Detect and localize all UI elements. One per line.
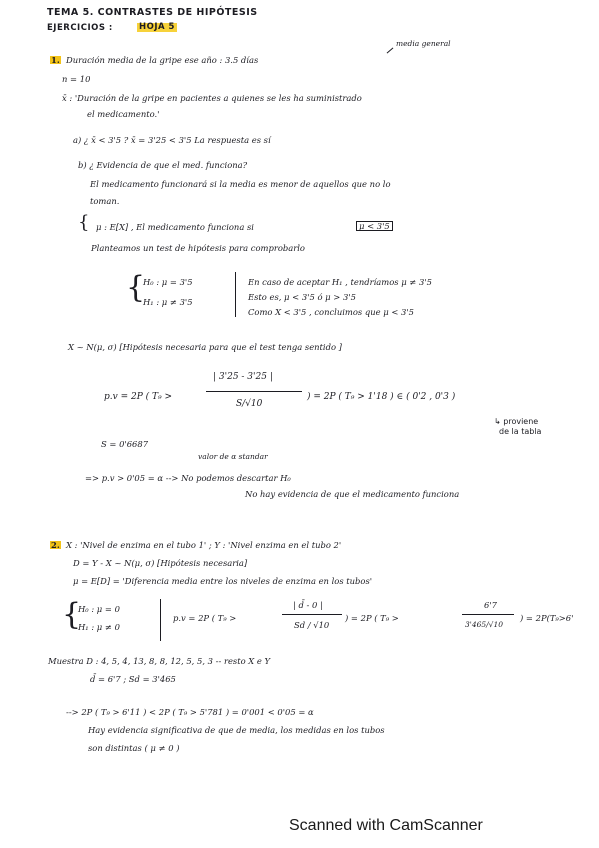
part-b: b) ¿ Evidencia de que el med. funciona?: [78, 160, 248, 170]
side-note-2: Esto es, μ < 3'5 ó μ > 3'5: [248, 292, 356, 302]
page-title: TEMA 5. CONTRASTES DE HIPÓTESIS: [47, 7, 258, 18]
pvalue-numerator: | 3'25 - 3'25 |: [213, 372, 273, 382]
side-note-3: Como X < 3'5 , concluimos que μ < 3'5: [248, 307, 414, 317]
pvalue2-numerator-2: 6'7: [484, 600, 497, 610]
annotation-media-general: media general: [396, 39, 451, 48]
pvalue-right: ) = 2P ( T₉ > 1'18 ) ∈ ( 0'2 , 0'3 ): [307, 392, 456, 402]
arrow-line: [387, 48, 394, 54]
enzyme-definitions: X : 'Nivel de enzima en el tubo 1' ; Y : 'Nivel enzima en el tubo 2': [66, 540, 342, 550]
h0-ex1: H₀ : μ = 3'5: [143, 277, 193, 287]
side-note-1: En caso de aceptar H₁ , tendríamos μ ≠ 3'5: [248, 277, 432, 287]
pvalue2-denominator-2: 3'465/√10: [465, 620, 503, 629]
alpha-note: valor de α standar: [198, 452, 268, 461]
mu-boxed: μ < 3'5: [356, 221, 393, 231]
distribution-line: X ~ N(μ, σ) [Hipótesis necesaria para que el test tenga sentido ]: [68, 342, 342, 352]
result-2: --> 2P ( T₉ > 6'11 ) < 2P ( T₉ > 5'781 ) = 0'001 < 0'05 = α: [66, 707, 314, 717]
xbar-definition-cont: el medicamento.': [87, 109, 160, 119]
brace-mark: {: [78, 212, 90, 233]
sample-d: Muestra D : 4, 5, 4, 13, 8, 8, 12, 5, 5, 3 -- resto X e Y: [48, 656, 271, 666]
pvalue2-right: ) = 2P(T₉>6': [520, 613, 574, 623]
proviene-note: ↳ proviene: [494, 417, 539, 426]
fraction-bar: [206, 391, 302, 392]
exercise-1-number: 1.: [51, 55, 60, 65]
exercises-label: EJERCICIOS :: [47, 23, 113, 33]
pvalue2-left: p.v = 2P ( T₉ >: [173, 613, 237, 623]
hypothesis-brace: {: [126, 270, 146, 305]
planteamos: Planteamos un test de hipótesis para comprobarlo: [91, 243, 305, 253]
part-b-expl-cont: toman.: [90, 196, 120, 206]
s-value: S = 0'6687: [101, 439, 149, 449]
pvalue2-numerator: | d̄ - 0 |: [293, 600, 323, 610]
h1-ex2: H₁ : μ ≠ 0: [78, 622, 120, 632]
part-b-expl: El medicamento funcionará si la media es menor de aquellos que no lo: [90, 179, 391, 189]
fraction-bar-3: [462, 614, 514, 615]
pvalue-left: p.v = 2P ( T₉ >: [104, 392, 172, 402]
divider: [235, 272, 236, 317]
evidence-2: son distintas ( μ ≠ 0 ): [88, 743, 180, 753]
sample-size: n = 10: [62, 74, 91, 84]
xbar-definition: x̄ : 'Duración de la gripe en pacientes a quienes se les ha suministrado: [62, 93, 362, 103]
pvalue2-mid: ) = 2P ( T₉ >: [345, 613, 399, 623]
dbar-sd: d̄ = 6'7 ; Sd = 3'465: [90, 674, 176, 684]
exercise-2-number: 2.: [51, 540, 60, 550]
fraction-bar-2: [282, 614, 342, 615]
conclusion-1: => p.v > 0'05 = α --> No podemos descartar H₀: [85, 473, 291, 483]
mu-definition: μ : E[X] , El medicamento funciona si: [96, 222, 254, 232]
part-a: a) ¿ x̄ < 3'5 ? x̄ = 3'25 < 3'5 La respuesta es sí: [73, 135, 271, 145]
sheet-badge: HOJA 5: [139, 22, 175, 32]
evidence-1: Hay evidencia significativa de que de media, los medidas en los tubos: [88, 725, 385, 735]
tabla-note: de la tabla: [499, 427, 542, 436]
conclusion-2: No hay evidencia de que el medicamento funciona: [245, 489, 460, 499]
difference-line: D = Y - X ~ N(μ, σ) [Hipótesis necesaria]: [73, 558, 248, 568]
scanner-watermark: Scanned with CamScanner: [289, 817, 483, 834]
mu-definition-2: μ = E[D] = 'Diferencia media entre los niveles de enzima en los tubos': [73, 576, 373, 586]
h0-ex2: H₀ : μ = 0: [78, 604, 120, 614]
h1-ex1: H₁ : μ ≠ 3'5: [143, 297, 193, 307]
hypothesis-brace-2: {: [62, 597, 82, 632]
pvalue2-denominator: Sd / √10: [294, 620, 330, 630]
exercise-1-statement: Duración media de la gripe ese año : 3.5 días: [66, 55, 259, 65]
divider-2: [160, 599, 161, 641]
pvalue-denominator: S/√10: [236, 399, 263, 409]
